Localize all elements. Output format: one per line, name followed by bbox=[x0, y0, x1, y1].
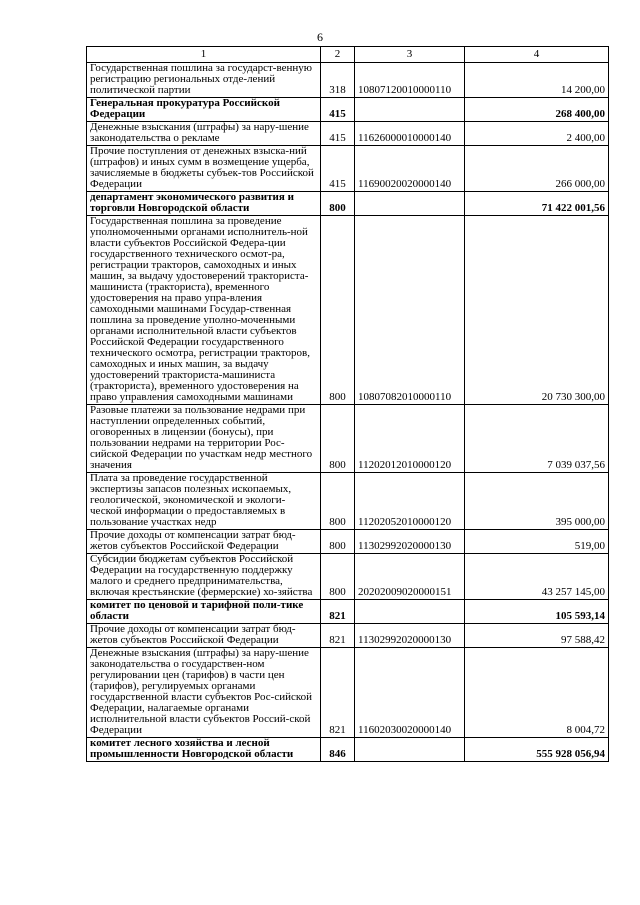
admin-code-cell: 800 bbox=[321, 530, 355, 554]
amount-cell: 555 928 056,94 bbox=[465, 738, 609, 762]
admin-code-cell: 415 bbox=[321, 98, 355, 122]
table-row bbox=[87, 530, 609, 554]
revenue-code-cell: 11302992020000130 bbox=[355, 624, 465, 648]
table-row bbox=[87, 146, 609, 192]
description-cell: Государственная пошлина за государст-венную регистрацию региональных отде-лений политической партии bbox=[87, 63, 321, 98]
table-row bbox=[87, 216, 609, 405]
amount-cell: 14 200,00 bbox=[465, 63, 609, 98]
header-col-4: 4 bbox=[465, 47, 609, 63]
table-row-organization bbox=[87, 600, 609, 624]
admin-code-cell: 415 bbox=[321, 122, 355, 146]
revenue-code-cell bbox=[355, 600, 465, 624]
header-col-2: 2 bbox=[321, 47, 355, 63]
admin-code-cell: 846 bbox=[321, 738, 355, 762]
admin-code-cell: 800 bbox=[321, 473, 355, 530]
revenue-code-cell: 11690020020000140 bbox=[355, 146, 465, 192]
table-body bbox=[87, 63, 609, 762]
amount-cell: 8 004,72 bbox=[465, 648, 609, 738]
admin-code-cell: 821 bbox=[321, 600, 355, 624]
description-cell: Разовые платежи за пользование недрами при наступлении определенных событий, оговоренных в лицензии (бонусы), при пользовании недрами на территории Рос-сийской Федерации по участкам недр местного значения bbox=[87, 405, 321, 473]
description-cell: Плата за проведение государственной экспертизы запасов полезных ископаемых, геологической, экономической и экологи-ческой информации о предоставляемых в пользование участках недр bbox=[87, 473, 321, 530]
revenue-code-cell: 11202052010000120 bbox=[355, 473, 465, 530]
revenue-code-cell: 10807082010000110 bbox=[355, 216, 465, 405]
revenue-code-cell: 20202009020000151 bbox=[355, 554, 465, 600]
amount-cell: 7 039 037,56 bbox=[465, 405, 609, 473]
amount-cell: 71 422 001,56 bbox=[465, 192, 609, 216]
revenue-code-cell bbox=[355, 98, 465, 122]
revenue-code-cell: 11202012010000120 bbox=[355, 405, 465, 473]
admin-code-cell: 800 bbox=[321, 405, 355, 473]
amount-cell: 266 000,00 bbox=[465, 146, 609, 192]
description-cell: Прочие поступления от денежных взыска-ний (штрафов) и иных сумм в возмещение ущерба, зачисляемые в бюджеты субъек-тов Российской Федерации bbox=[87, 146, 321, 192]
table-row bbox=[87, 554, 609, 600]
admin-code-cell: 821 bbox=[321, 648, 355, 738]
table-row bbox=[87, 63, 609, 98]
table-row bbox=[87, 473, 609, 530]
admin-code-cell: 800 bbox=[321, 554, 355, 600]
admin-code-cell: 800 bbox=[321, 192, 355, 216]
header-col-1: 1 bbox=[87, 47, 321, 63]
table-row-organization bbox=[87, 192, 609, 216]
table-row-organization bbox=[87, 98, 609, 122]
description-cell: Государственная пошлина за проведение уполномоченными органами исполнитель-ной власти субъектов Российской Федера-ции государственного технического осмот-ра, регистрации тракторов, самоходных и иных машин, за выдачу удостоверений тракториста-машиниста (тракториста), временного удостоверения на право упра-вления самоходными машинами Государ-ственная пошлина за проведение уполно-моченными органами исполнительной власти субъектов Российской Федерации государственного технического осмотра, регистрации тракторов, самоходных и иных машин, за выдачу удостоверений тракториста-машиниста (тракториста), временного удостоверения на право управления самоходными машинами bbox=[87, 216, 321, 405]
amount-cell: 20 730 300,00 bbox=[465, 216, 609, 405]
page-number: 6 bbox=[317, 30, 323, 44]
description-cell: Генеральная прокуратура Российской Федерации bbox=[87, 98, 321, 122]
table-row-organization bbox=[87, 738, 609, 762]
admin-code-cell: 800 bbox=[321, 216, 355, 405]
description-cell: Денежные взыскания (штрафы) за нару-шение законодательства о государствен-ном регулировании цен (тарифов) в части цен (тарифов), регулируемых органами государственной власти субъектов Рос-сийской Федерации, налагаемые органами исполнительной власти субъектов Россий-ской Федерации bbox=[87, 648, 321, 738]
table-row bbox=[87, 624, 609, 648]
description-cell: Прочие доходы от компенсации затрат бюд-жетов субъектов Российской Федерации bbox=[87, 624, 321, 648]
amount-cell: 105 593,14 bbox=[465, 600, 609, 624]
description-cell: Прочие доходы от компенсации затрат бюд-жетов субъектов Российской Федерации bbox=[87, 530, 321, 554]
revenue-table bbox=[86, 46, 609, 762]
admin-code-cell: 821 bbox=[321, 624, 355, 648]
description-cell: комитет по ценовой и тарифной поли-тике области bbox=[87, 600, 321, 624]
description-cell: Денежные взыскания (штрафы) за нару-шение законодательства о рекламе bbox=[87, 122, 321, 146]
revenue-code-cell bbox=[355, 738, 465, 762]
table-row bbox=[87, 648, 609, 738]
amount-cell: 395 000,00 bbox=[465, 473, 609, 530]
amount-cell: 97 588,42 bbox=[465, 624, 609, 648]
amount-cell: 2 400,00 bbox=[465, 122, 609, 146]
amount-cell: 43 257 145,00 bbox=[465, 554, 609, 600]
amount-cell: 519,00 bbox=[465, 530, 609, 554]
table-row bbox=[87, 405, 609, 473]
revenue-code-cell: 11602030020000140 bbox=[355, 648, 465, 738]
table-row bbox=[87, 122, 609, 146]
revenue-code-cell: 11302992020000130 bbox=[355, 530, 465, 554]
revenue-code-cell bbox=[355, 192, 465, 216]
admin-code-cell: 318 bbox=[321, 63, 355, 98]
description-cell: комитет лесного хозяйства и лесной промышленности Новгородской области bbox=[87, 738, 321, 762]
description-cell: Субсидии бюджетам субъектов Российской Федерации на государственную поддержку малого и среднего предпринимательства, включая крестьянские (фермерские) хо-зяйства bbox=[87, 554, 321, 600]
revenue-code-cell: 10807120010000110 bbox=[355, 63, 465, 98]
table-header-row bbox=[87, 47, 609, 63]
header-col-3: 3 bbox=[355, 47, 465, 63]
amount-cell: 268 400,00 bbox=[465, 98, 609, 122]
revenue-code-cell: 11626000010000140 bbox=[355, 122, 465, 146]
description-cell: департамент экономического развития и торговли Новгородской области bbox=[87, 192, 321, 216]
admin-code-cell: 415 bbox=[321, 146, 355, 192]
